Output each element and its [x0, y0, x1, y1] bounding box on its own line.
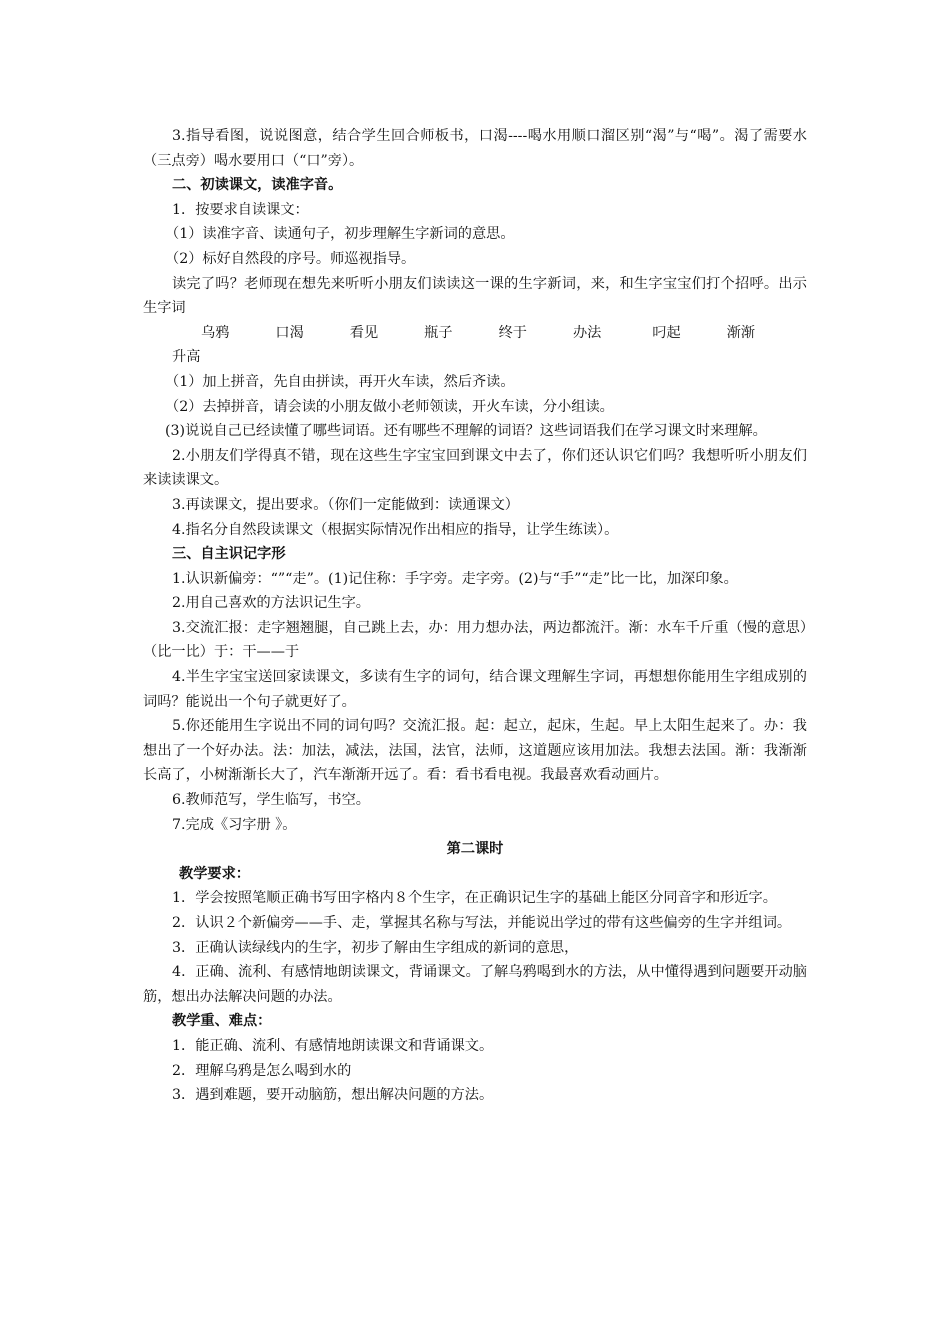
- paragraph: 5.你还能用生字说出不同的词句吗？交流汇报。起：起立，起床，生起。早上太阳生起来了。办：我想出了一个好办法。法：加法，减法，法国，法官，法师，这道题应该用加法。我想去法国。渐：我渐渐长高了，小树渐渐长大了，汽车渐渐开远了。看：看书看电视。我最喜欢看动画片。: [143, 718, 807, 784]
- paragraph: 3．遇到难题，要开动脑筋，想出解决问题的方法。: [172, 1087, 494, 1104]
- paragraph: 2.小朋友们学得真不错，现在这些生字宝宝回到课文中去了，你们还认识它们吗？我想听听小朋友们来读读课文。: [143, 447, 807, 489]
- vocab-word: 渐渐: [726, 324, 756, 341]
- paragraph: （2）标好自然段的序号。师巡视指导。: [165, 250, 416, 267]
- vocab-word: 看见: [349, 324, 379, 341]
- paragraph: 7.完成《习字册 》。: [172, 816, 297, 833]
- paragraph: (3)说说自己已经读懂了哪些词语。还有哪些不理解的词语？这些词语我们在学习课文时来理解。: [165, 423, 767, 440]
- paragraph: 2．理解乌鸦是怎么喝到水的: [172, 1062, 352, 1079]
- paragraph: 3.交流汇报：走字翘翘腿，自己跳上去，办：用力想办法，两边都流汗。渐：水车千斤重（慢的意思）（比一比）于：干——于: [143, 619, 807, 661]
- paragraph: 6.教师范写，学生临写，书空。: [172, 792, 370, 809]
- vocab-word: 瓶子: [424, 324, 453, 341]
- section-heading: 教学重、难点：: [172, 1013, 272, 1030]
- paragraph: 3.指导看图，说说图意，结合学生回合师板书，口渴----喝水用顺口溜区别“渴”与“喝”。渴了需要水（三点旁）喝水要用口（“口”旁）。: [143, 128, 807, 169]
- vocab-word: 口渴: [275, 324, 304, 341]
- paragraph: （1）读准字音、读通句子，初步理解生字新词的意思。: [165, 226, 515, 243]
- vocabulary-list: [143, 321, 807, 370]
- vocab-word: 终于: [498, 324, 527, 341]
- section-heading: 三、自主识记字形: [172, 546, 286, 563]
- vocab-word: 升高: [172, 349, 201, 366]
- paragraph: 4．正确、流利、有感情地朗读课文，背诵课文。了解乌鸦喝到水的方法，从中懂得遇到问题要开动脑筋，想出办法解决问题的办法。: [143, 964, 807, 1005]
- paragraph: （1）加上拼音，先自由拼读，再开火车读，然后齐读。: [165, 373, 515, 390]
- document-page: [143, 124, 807, 1108]
- paragraph: 1．学会按照笔顺正确书写田字格内８个生字，在正确识记生字的基础上能区分同音字和形近字。: [172, 890, 777, 907]
- paragraph: （2）去掉拼音，请会读的小朋友做小老师领读，开火车读，分小组读。: [165, 398, 614, 415]
- paragraph: 1.认识新偏旁：“”“走”。(1)记住称：手字旁。走字旁。(2)与“手”“走”比一比，加深印象。: [172, 570, 738, 587]
- paragraph: 1．能正确、流利、有感情地朗读课文和背诵课文。: [172, 1037, 494, 1054]
- paragraph: 3.再读课文，提出要求。（你们一定能做到：读通课文）: [172, 496, 519, 513]
- vocab-word: 乌鸦: [201, 324, 230, 341]
- vocab-word: 叼起: [652, 324, 681, 341]
- vocab-word: 办法: [572, 324, 602, 341]
- paragraph: 2.用自己喜欢的方法识记生字。: [172, 595, 370, 612]
- paragraph: 4.指名分自然段读课文（根据实际情况作出相应的指导，让学生练读）。: [172, 521, 619, 538]
- paragraph: 2．认识２个新偏旁——手、走，掌握其名称与写法，并能说出学过的带有这些偏旁的生字并组词。: [172, 915, 792, 931]
- paragraph: 4.半生字宝宝送回家读课文，多读有生字的词句，结合课文理解生字词，再想想你能用生字组成别的词吗？能说出一个句子就更好了。: [143, 669, 807, 710]
- paragraph: 读完了吗？老师现在想先来听听小朋友们读读这一课的生字新词，来，和生字宝宝们打个招呼。出示生字词: [143, 275, 807, 317]
- paragraph: 3．正确认读绿线内的生字，初步了解由生字组成的新词的意思，: [172, 939, 579, 956]
- section-heading: 二、初读课文，读准字音。: [172, 177, 343, 194]
- lesson-title: 第二课时: [446, 841, 504, 858]
- section-heading: 教学要求：: [179, 865, 250, 882]
- paragraph: 1．按要求自读课文：: [172, 201, 309, 218]
